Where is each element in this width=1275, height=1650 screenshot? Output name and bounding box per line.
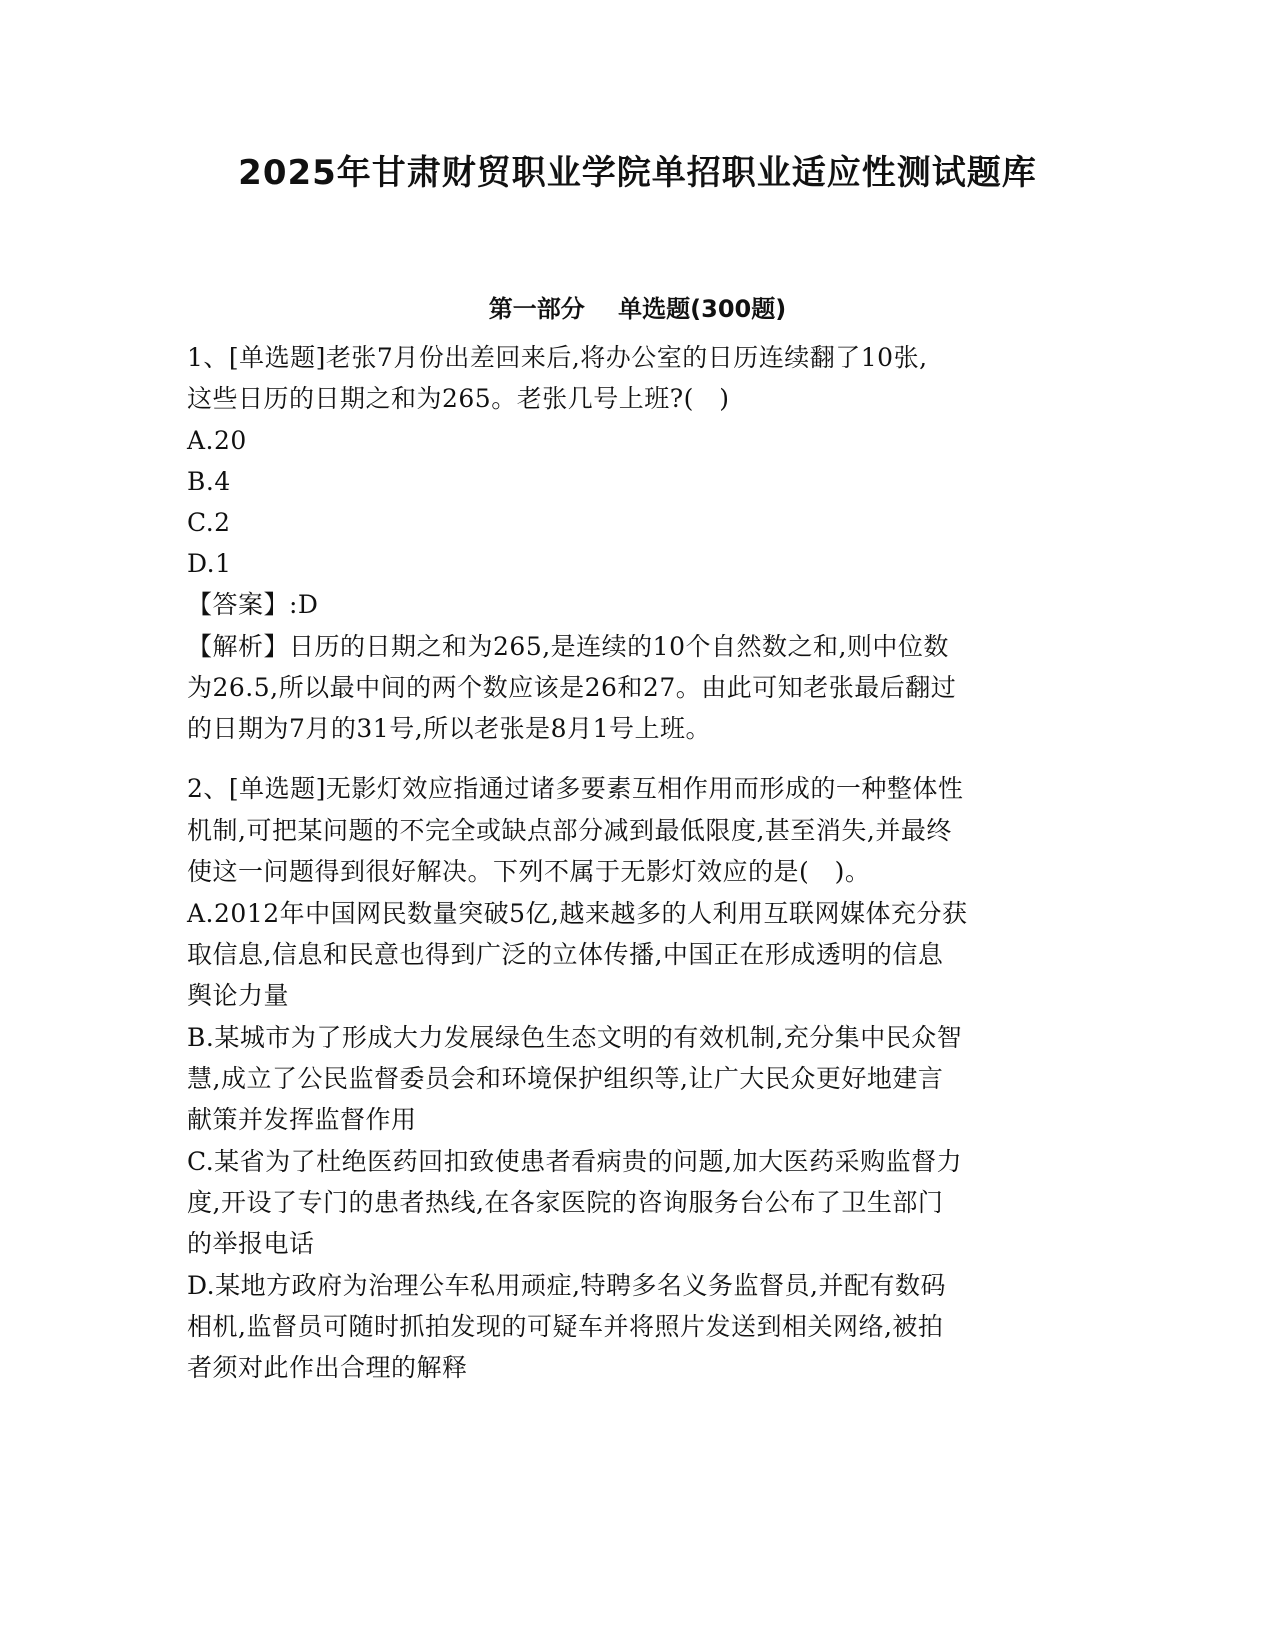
question-1-stem-line-2: 这些日历的日期之和为265。老张几号上班?( ) xyxy=(187,384,730,413)
question-1-analysis-line-1: 【解析】日历的日期之和为265,是连续的10个自然数之和,则中位数 xyxy=(187,632,949,661)
question-1-stem-line-1: 1、[单选题]老张7月份出差回来后,将办公室的日历连续翻了10张, xyxy=(187,343,928,372)
question-1-answer: 【答案】:D xyxy=(187,590,319,619)
question-2-option-b-line-3: 献策并发挥监督作用 xyxy=(187,1105,417,1134)
question-1-analysis-line-2: 为26.5,所以最中间的两个数应该是26和27。由此可知老张最后翻过 xyxy=(187,673,957,702)
question-1-option-b: B.4 xyxy=(187,467,231,496)
question-2-option-d-line-3: 者须对此作出合理的解释 xyxy=(187,1353,468,1382)
document-title: 2025年甘肃财贸职业学院单招职业适应性测试题库 xyxy=(238,153,1037,193)
question-2-stem-line-1: 2、[单选题]无影灯效应指通过诸多要素互相作用而形成的一种整体性 xyxy=(187,774,964,803)
question-2-option-a-line-3: 舆论力量 xyxy=(187,981,290,1010)
question-2-stem-line-3: 使这一问题得到很好解决。下列不属于无影灯效应的是( )。 xyxy=(187,857,871,886)
question-1-option-a: A.20 xyxy=(187,426,247,455)
question-2-option-b-line-1: B.某城市为了形成大力发展绿色生态文明的有效机制,充分集中民众智 xyxy=(187,1023,963,1052)
question-2-option-b-line-2: 慧,成立了公民监督委员会和环境保护组织等,让广大民众更好地建言 xyxy=(187,1064,944,1093)
question-2-stem-line-2: 机制,可把某问题的不完全或缺点部分减到最低限度,甚至消失,并最终 xyxy=(187,816,952,845)
question-2-option-d-line-1: D.某地方政府为治理公车私用顽症,特聘多名义务监督员,并配有数码 xyxy=(187,1271,946,1300)
question-2-option-c-line-2: 度,开设了专门的患者热线,在各家医院的咨询服务台公布了卫生部门 xyxy=(187,1188,944,1217)
question-1-analysis-line-3: 的日期为7月的31号,所以老张是8月1号上班。 xyxy=(187,714,711,743)
question-2-option-d-line-2: 相机,监督员可随时抓拍发现的可疑车并将照片发送到相关网络,被拍 xyxy=(187,1312,944,1341)
question-2-option-c-line-1: C.某省为了杜绝医药回扣致使患者看病贵的问题,加大医药采购监督力 xyxy=(187,1147,963,1176)
question-2-option-c-line-3: 的举报电话 xyxy=(187,1229,315,1258)
section-title: 第一部分 单选题(300题) xyxy=(488,295,787,323)
question-2-option-a-line-1: A.2012年中国网民数量突破5亿,越来越多的人利用互联网媒体充分获 xyxy=(187,899,968,928)
question-1-option-c: C.2 xyxy=(187,508,231,537)
question-2-option-a-line-2: 取信息,信息和民意也得到广泛的立体传播,中国正在形成透明的信息 xyxy=(187,940,944,969)
question-1-option-d: D.1 xyxy=(187,549,232,578)
